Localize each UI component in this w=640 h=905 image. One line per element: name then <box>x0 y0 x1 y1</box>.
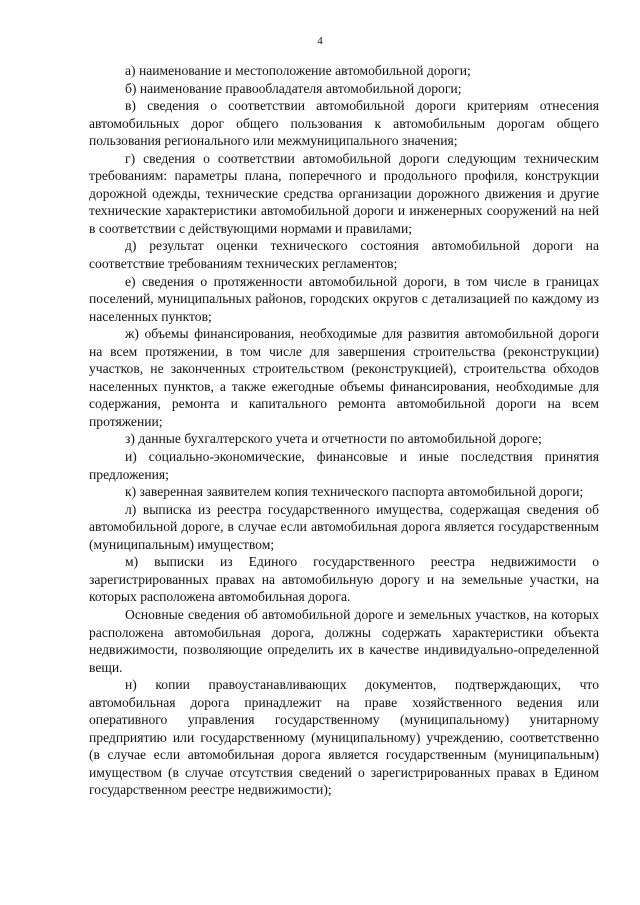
document-body <box>89 62 599 799</box>
paragraph-k-passport-copy: к) заверенная заявителем копия технического паспорта автомобильной дороги; <box>125 484 584 500</box>
paragraph-l-state-registry-extract: л) выписка из реестра государственного имущества, содержащая сведения об автомобильной дороге, в случае если автомобильная дорога является государственным (муниципальным) имуществом; <box>89 501 599 552</box>
paragraph-m-real-estate-registry-extracts: м) выписки из Единого государственного реестра недвижимости о зарегистрированных правах на автомобильную дорогу и на земельные участки, на которых расположена автомобильная дорога. <box>89 554 599 605</box>
paragraph-b-owner-name: б) наименование правообладателя автомобильной дороги; <box>125 80 462 96</box>
paragraph-z-accounting: з) данные бухгалтерского учета и отчетности по автомобильной дороге; <box>125 431 542 447</box>
paragraph-g-technical-requirements: г) сведения о соответствии автомобильной дороги следующим техническим требованиям: параметры плана, поперечного и продольного профиля, конструкции дорожной одежды, технические средства организации дорожного движения и другие технические характеристики автомобильной дороги и инженерных сооружений на ней в соответствии с действующими нормами и правилами; <box>89 150 599 236</box>
page-number: 4 <box>317 35 323 47</box>
paragraph-a-road-name: а) наименование и местоположение автомобильной дороги; <box>125 63 471 78</box>
paragraph-v-criteria: в) сведения о соответствии автомобильной дороги критериям отнесения автомобильных дорог общего пользования к автомобильным дорогам общего пользования регионального или межмуниципального значения; <box>89 98 599 149</box>
paragraph-n-title-documents: н) копии правоустанавливающих документов, подтверждающих, что автомобильная дорога принадлежит на праве хозяйственного ведения или оперативного управления государственному (муниципальному) унитарному предприятию или государственному (муниципальному) учреждению, соответственно (в случае если автомобильная дорога является государственным (муниципальным) имуществом (в случае отсутствия сведений о зарегистрированных правах в Едином государственном реестре недвижимости); <box>89 677 599 798</box>
paragraph-d-condition-assessment: д) результат оценки технического состояния автомобильной дороги на соответствие требованиям технических регламентов; <box>89 238 599 272</box>
paragraph-i-consequences: и) социально-экономические, финансовые и иные последствия принятия предложения; <box>89 449 599 482</box>
paragraph-e-length: е) сведения о протяженности автомобильной дороги, в том числе в границах поселений, муниципальных районов, городских округов с детализацией по каждому из населенных пунктов; <box>89 273 599 324</box>
paragraph-basic-information: Основные сведения об автомобильной дороге и земельных участков, на которых расположена автомобильная дорога, должны содержать характеристики объекта недвижимости, позволяющие определить их в качестве индивидуально-определенной вещи. <box>89 606 599 675</box>
paragraph-zh-financing: ж) объемы финансирования, необходимые для развития автомобильной дороги на всем протяжении, в том числе для завершения строительства (реконструкции) участков, не законченных строительством (реконструкцией), строительства обходов населенных пунктов, а также ежегодные объемы финансирования, необходимые для содержания, ремонта и капитального ремонта автомобильной дороги на всем протяжении; <box>89 326 599 429</box>
